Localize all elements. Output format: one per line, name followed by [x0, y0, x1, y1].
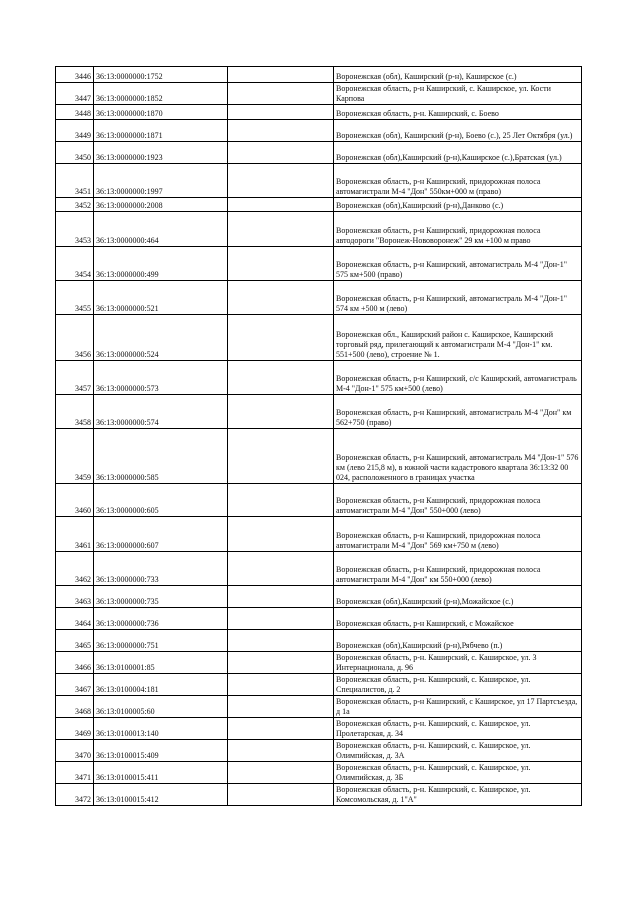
blank-cell — [228, 429, 334, 484]
table-row — [56, 484, 582, 517]
blank-cell — [228, 484, 334, 517]
table-row — [56, 83, 582, 105]
cadastral-number-cell: 36:13:0100015:409 — [94, 740, 228, 762]
table-row — [56, 212, 582, 247]
cadastral-number-cell: 36:13:0000000:751 — [94, 630, 228, 652]
cadastral-number-cell: 36:13:0000000:1871 — [94, 120, 228, 142]
address-cell: Воронежская область, р-н. Каширский, с. Боево — [334, 105, 582, 120]
row-number-cell: 3472 — [56, 784, 94, 806]
table-row — [56, 429, 582, 484]
blank-cell — [228, 164, 334, 198]
address-cell: Воронежская область, р-н Каширский, придорожная полоса автомагистрали М-4 "Дон" 550км+000 м (право) — [334, 164, 582, 198]
cadastral-number-cell: 36:13:0000000:607 — [94, 517, 228, 552]
table-row — [56, 586, 582, 608]
address-cell: Воронежская (обл),Каширский (р-н),Данково (с.) — [334, 198, 582, 212]
table-row — [56, 281, 582, 315]
row-number-cell: 3453 — [56, 212, 94, 247]
blank-cell — [228, 718, 334, 740]
blank-cell — [228, 395, 334, 429]
blank-cell — [228, 142, 334, 164]
cadastral-number-cell: 36:13:0000000:1997 — [94, 164, 228, 198]
address-cell: Воронежская область, р-н Каширский, с Каширское, ул 17 Партсъезда, д 1а — [334, 696, 582, 718]
row-number-cell: 3452 — [56, 198, 94, 212]
blank-cell — [228, 120, 334, 142]
table-row — [56, 361, 582, 395]
cadastral-number-cell: 36:13:0000000:1870 — [94, 105, 228, 120]
row-number-cell: 3457 — [56, 361, 94, 395]
blank-cell — [228, 740, 334, 762]
address-cell: Воронежская область, р-н. Каширский, с. Каширское, ул. Олимпийская, д. 3Б — [334, 762, 582, 784]
address-cell: Воронежская область, р-н Каширский, придорожная полоса автомагистрали М-4 "Дон" 550+000 (лево) — [334, 484, 582, 517]
table-row — [56, 67, 582, 83]
blank-cell — [228, 517, 334, 552]
cadastral-number-cell: 36:13:0000000:573 — [94, 361, 228, 395]
address-cell: Воронежская область, р-н Каширский, придорожная полоса автомагистрали М-4 "Дон" 569 км+750 м (лево) — [334, 517, 582, 552]
table-row — [56, 740, 582, 762]
blank-cell — [228, 105, 334, 120]
row-number-cell: 3458 — [56, 395, 94, 429]
cadastral-number-cell: 36:13:0000000:1852 — [94, 83, 228, 105]
row-number-cell: 3446 — [56, 67, 94, 83]
blank-cell — [228, 586, 334, 608]
cadastral-number-cell: 36:13:0100015:411 — [94, 762, 228, 784]
row-number-cell: 3470 — [56, 740, 94, 762]
row-number-cell: 3455 — [56, 281, 94, 315]
address-cell: Воронежская область, р-н Каширский, автомагистраль М-4 "Дон-1" 575 км+500 (право) — [334, 247, 582, 281]
row-number-cell: 3448 — [56, 105, 94, 120]
table-row — [56, 696, 582, 718]
cadastral-number-cell: 36:13:0000000:585 — [94, 429, 228, 484]
address-cell: Воронежская область, р-н Каширский, автомагистраль М-4 "Дон-1" 574 км +500 м (лево) — [334, 281, 582, 315]
row-number-cell: 3449 — [56, 120, 94, 142]
cadastral-number-cell: 36:13:0000000:605 — [94, 484, 228, 517]
table-row — [56, 247, 582, 281]
row-number-cell: 3459 — [56, 429, 94, 484]
table-row — [56, 105, 582, 120]
cadastral-number-cell: 36:13:0100013:140 — [94, 718, 228, 740]
blank-cell — [228, 83, 334, 105]
address-cell: Воронежская (обл), Каширский (р-н), Боево (с.), 25 Лет Октября (ул.) — [334, 120, 582, 142]
cadastral-number-cell: 36:13:0000000:735 — [94, 586, 228, 608]
row-number-cell: 3454 — [56, 247, 94, 281]
table-row — [56, 630, 582, 652]
row-number-cell: 3471 — [56, 762, 94, 784]
table-row — [56, 652, 582, 674]
row-number-cell: 3465 — [56, 630, 94, 652]
address-cell: Воронежская область, р-н Каширский, с. Каширское, ул. Кости Карпова — [334, 83, 582, 105]
row-number-cell: 3464 — [56, 608, 94, 630]
blank-cell — [228, 784, 334, 806]
cadastral-number-cell: 36:13:0000000:736 — [94, 608, 228, 630]
blank-cell — [228, 315, 334, 361]
blank-cell — [228, 198, 334, 212]
register-table-body — [56, 67, 582, 806]
blank-cell — [228, 361, 334, 395]
cadastral-number-cell: 36:13:0100004:181 — [94, 674, 228, 696]
row-number-cell: 3461 — [56, 517, 94, 552]
blank-cell — [228, 608, 334, 630]
cadastral-number-cell: 36:13:0100005:60 — [94, 696, 228, 718]
table-row — [56, 608, 582, 630]
address-cell: Воронежская (обл),Каширский (р-н),Можайское (с.) — [334, 586, 582, 608]
address-cell: Воронежская область, р-н. Каширский, с. Каширское, ул. Пролетарская, д. 34 — [334, 718, 582, 740]
cadastral-number-cell: 36:13:0000000:521 — [94, 281, 228, 315]
blank-cell — [228, 674, 334, 696]
row-number-cell: 3447 — [56, 83, 94, 105]
row-number-cell: 3466 — [56, 652, 94, 674]
blank-cell — [228, 67, 334, 83]
blank-cell — [228, 212, 334, 247]
register-table — [55, 66, 582, 806]
address-cell: Воронежская обл., Каширский район с. Каширское, Каширский торговый ряд, прилегающий к автомагистрали М-4 "Дон-1" км. 551+500 (лево), строение № 1. — [334, 315, 582, 361]
table-row — [56, 198, 582, 212]
row-number-cell: 3462 — [56, 552, 94, 586]
table-row — [56, 552, 582, 586]
address-cell: Воронежская область, р-н Каширский, придорожная полоса автомагистрали М-4 "Дон" км 550+000 (лево) — [334, 552, 582, 586]
cadastral-number-cell: 36:13:0000000:499 — [94, 247, 228, 281]
address-cell: Воронежская область, р-н Каширский, придорожная полоса автодороги "Воронеж-Нововоронеж" 29 км +100 м право — [334, 212, 582, 247]
table-row — [56, 517, 582, 552]
row-number-cell: 3456 — [56, 315, 94, 361]
cadastral-number-cell: 36:13:0100015:412 — [94, 784, 228, 806]
blank-cell — [228, 696, 334, 718]
address-cell: Воронежская область, р-н. Каширский, с. Каширское, ул. Специалистов, д. 2 — [334, 674, 582, 696]
cadastral-number-cell: 36:13:0000000:464 — [94, 212, 228, 247]
row-number-cell: 3463 — [56, 586, 94, 608]
cadastral-number-cell: 36:13:0000000:733 — [94, 552, 228, 586]
address-cell: Воронежская область, р-н Каширский, автомагистраль М4 "Дон-1" 576 км (лево 215,8 м), в южной части кадастрового квартала 36:13:32 00 024, расположенного в границах участка — [334, 429, 582, 484]
table-row — [56, 142, 582, 164]
address-cell: Воронежская область, р-н Каширский, автомагистраль М-4 "Дон" км 562+750 (право) — [334, 395, 582, 429]
cadastral-number-cell: 36:13:0000000:574 — [94, 395, 228, 429]
address-cell: Воронежская (обл),Каширский (р-н),Рябчево (п.) — [334, 630, 582, 652]
cadastral-number-cell: 36:13:0100001:85 — [94, 652, 228, 674]
address-cell: Воронежская область, р-н. Каширский, с. Каширское, ул. 3 Интернационала, д. 96 — [334, 652, 582, 674]
cadastral-number-cell: 36:13:0000000:1923 — [94, 142, 228, 164]
row-number-cell: 3469 — [56, 718, 94, 740]
table-row — [56, 395, 582, 429]
row-number-cell: 3468 — [56, 696, 94, 718]
cadastral-number-cell: 36:13:0000000:2008 — [94, 198, 228, 212]
row-number-cell: 3460 — [56, 484, 94, 517]
row-number-cell: 3467 — [56, 674, 94, 696]
row-number-cell: 3450 — [56, 142, 94, 164]
table-row — [56, 762, 582, 784]
table-row — [56, 315, 582, 361]
cadastral-number-cell: 36:13:0000000:1752 — [94, 67, 228, 83]
address-cell: Воронежская область, р-н Каширский, с Можайское — [334, 608, 582, 630]
address-cell: Воронежская область, р-н. Каширский, с. Каширское, ул. Олимпийская, д. 3А — [334, 740, 582, 762]
cadastral-number-cell: 36:13:0000000:524 — [94, 315, 228, 361]
blank-cell — [228, 247, 334, 281]
table-row — [56, 718, 582, 740]
address-cell: Воронежская область, р-н Каширский, с/с Каширский, автомагистраль М-4 "Дон-1" 575 км+500 (лево) — [334, 361, 582, 395]
address-cell: Воронежская (обл), Каширский (р-н), Каширское (с.) — [334, 67, 582, 83]
blank-cell — [228, 281, 334, 315]
address-cell: Воронежская (обл),Каширский (р-н),Каширское (с.),Братская (ул.) — [334, 142, 582, 164]
address-cell: Воронежская область, р-н. Каширский, с. Каширское, ул. Комсомольская, д. 1"А" — [334, 784, 582, 806]
row-number-cell: 3451 — [56, 164, 94, 198]
table-row — [56, 674, 582, 696]
table-row — [56, 784, 582, 806]
blank-cell — [228, 630, 334, 652]
blank-cell — [228, 552, 334, 586]
table-row — [56, 164, 582, 198]
blank-cell — [228, 762, 334, 784]
table-row — [56, 120, 582, 142]
blank-cell — [228, 652, 334, 674]
